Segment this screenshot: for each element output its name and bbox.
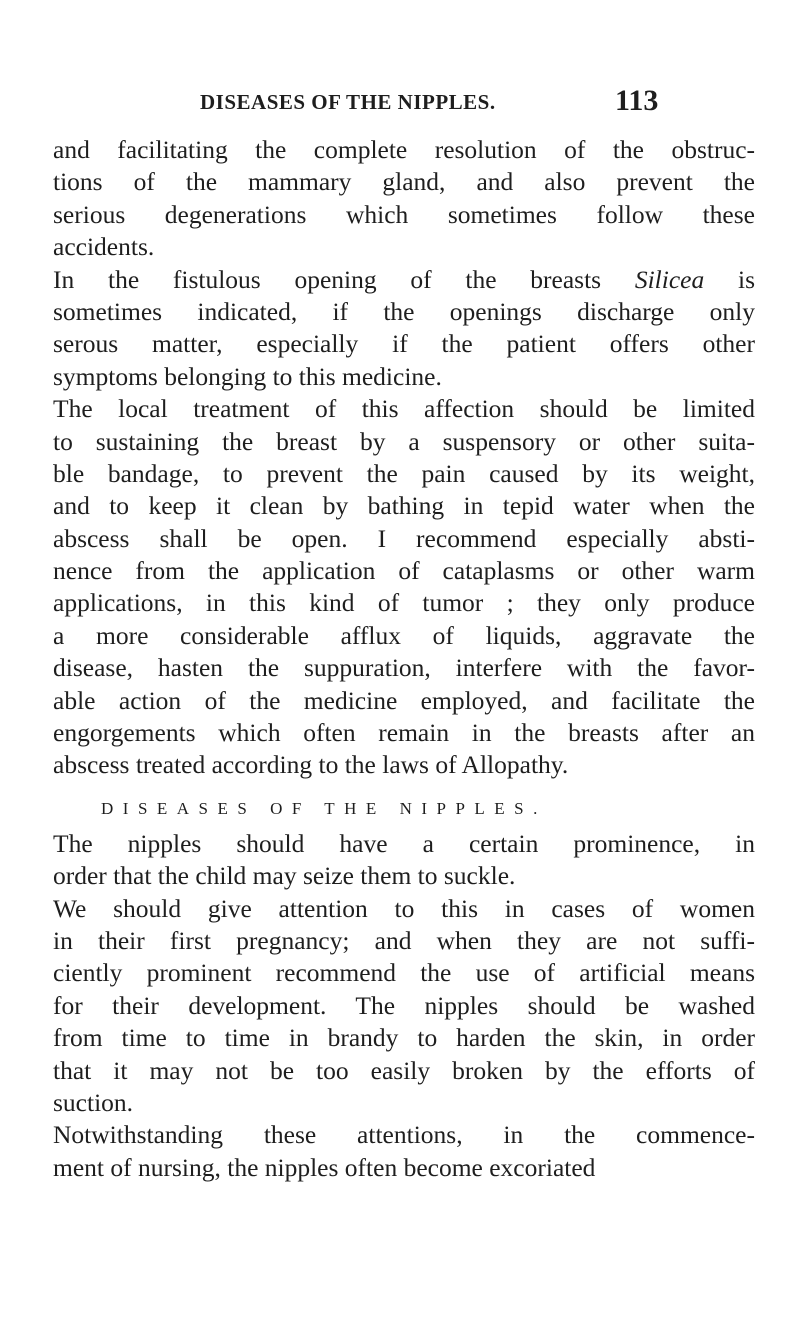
text-line: ment of nursing, the nipples often become excoriated <box>53 1152 596 1182</box>
text-line: engorgements which often remain in the breasts after an <box>53 718 755 748</box>
text-line <box>53 264 755 296</box>
text-fragment: In the fistulous opening of the breasts <box>53 264 602 294</box>
text-line: serous matter, especially if the patient offers other <box>53 329 755 359</box>
text-line: Notwithstanding these attentions, in the commence- <box>53 1120 755 1150</box>
text-line: ciently prominent recommend the use of artificial means <box>53 958 755 988</box>
text-line: serious degenerations which sometimes follow these <box>53 199 755 229</box>
text-line: The nipples should have a certain prominence, in <box>53 828 755 858</box>
text-line: from time to time in brandy to harden the skin, in order <box>53 1023 755 1053</box>
page-number: 113 <box>615 84 659 117</box>
text-line: nence from the application of cataplasms or other warm <box>53 556 755 586</box>
text-line: accidents. <box>53 232 155 262</box>
text-line: abscess treated according to the laws of Allopathy. <box>53 750 569 780</box>
text-line: We should give attention to this in cases of women <box>53 893 755 923</box>
text-line: sometimes indicated, if the openings discharge only <box>53 296 755 326</box>
text-line: and to keep it clean by bathing in tepid water when the <box>53 491 755 521</box>
body-text <box>53 134 755 1184</box>
text-line: a more considerable afflux of liquids, aggravate the <box>53 620 755 650</box>
text-line: abscess shall be open. I recommend especially absti- <box>53 523 755 553</box>
text-line: order that the child may seize them to suckle. <box>53 861 516 891</box>
text-line: to sustaining the breast by a suspensory or other suita- <box>53 426 755 456</box>
text-line: ble bandage, to prevent the pain caused by its weight, <box>53 458 755 488</box>
text-line: and facilitating the complete resolution of the obstruc- <box>53 135 755 164</box>
text-line: suction. <box>53 1087 134 1117</box>
text-fragment: is <box>737 264 755 294</box>
running-title: DISEASES OF THE NIPPLES. <box>200 90 496 114</box>
text-line: that it may not be too easily broken by the efforts of <box>53 1055 755 1085</box>
text-line: symptoms belonging to this medicine. <box>53 361 442 391</box>
text-line: for their development. The nipples should be washed <box>53 990 755 1020</box>
text-line: disease, hasten the suppuration, interfere with the favor- <box>53 653 755 683</box>
remedy-name: Silicea <box>634 264 705 294</box>
text-line: in their first pregnancy; and when they are not suffi- <box>53 925 755 955</box>
text-line: applications, in this kind of tumor ; they only produce <box>53 588 755 618</box>
text-line: The local treatment of this affection should be limited <box>53 394 755 424</box>
running-head <box>200 84 700 130</box>
text-line: tions of the mammary gland, and also prevent the <box>53 167 755 197</box>
text-line: able action of the medicine employed, and facilitate the <box>53 685 755 715</box>
section-heading: DISEASES OF THE NIPPLES. <box>101 798 547 818</box>
